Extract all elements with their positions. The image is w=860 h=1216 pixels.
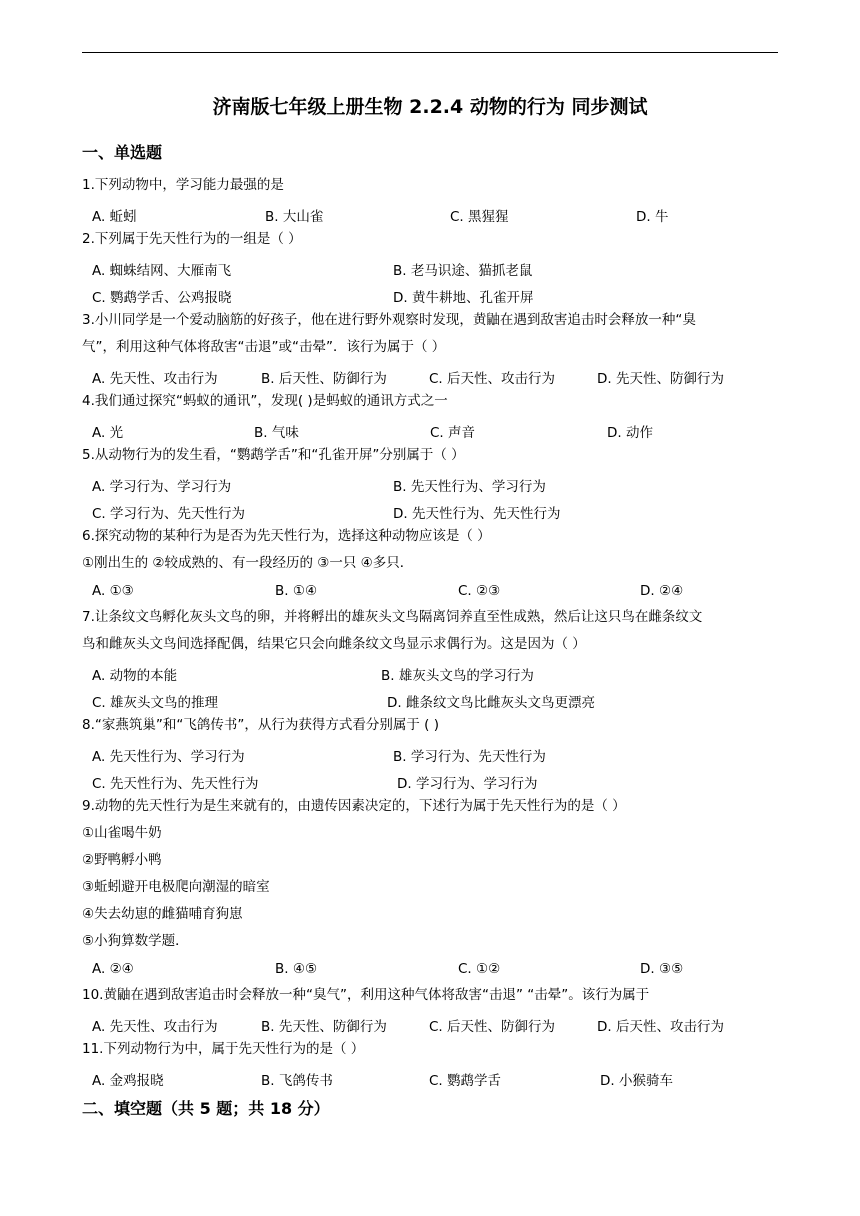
q10-option-b: B. 先天性、防御行为 xyxy=(261,1019,387,1035)
q3-option-c: C. 后天性、攻击行为 xyxy=(429,371,556,387)
question-1-stem: 1.下列动物中，学习能力最强的是 xyxy=(82,177,284,193)
question-8-stem: 8.“家燕筑巢”和“飞鸽传书”，从行为获得方式看分别属于 ( ) xyxy=(82,717,439,733)
q6-option-b: B. ①④ xyxy=(275,583,318,599)
q11-option-b: B. 飞鸽传书 xyxy=(261,1073,333,1089)
q2-option-b: B. 老马识途、猫抓老鼠 xyxy=(393,263,533,279)
q6-option-a: A. ①③ xyxy=(92,583,134,599)
q3-option-a: A. 先天性、攻击行为 xyxy=(92,371,218,387)
q11-option-c: C. 鹦鹉学舌 xyxy=(429,1073,502,1089)
question-4-stem: 4.我们通过探究“蚂蚁的通讯”，发现( )是蚂蚁的通讯方式之一 xyxy=(82,393,448,409)
q11-option-d: D. 小猴骑车 xyxy=(600,1073,673,1089)
q9-option-b: B. ④⑤ xyxy=(275,961,318,977)
question-9-item-5: ⑤小狗算数学题． xyxy=(82,933,189,949)
q5-option-d: D. 先天性行为、先天性行为 xyxy=(393,506,561,522)
q10-option-c: C. 后天性、防御行为 xyxy=(429,1019,556,1035)
question-9-stem: 9.动物的先天性行为是生来就有的，由遗传因素决定的，下述行为属于先天性行为的是（ ） xyxy=(82,798,626,814)
question-9-item-4: ④失去幼崽的雌猫哺育狗崽 xyxy=(82,906,243,922)
q10-option-a: A. 先天性、攻击行为 xyxy=(92,1019,218,1035)
q1-option-a: A. 蚯蚓 xyxy=(92,209,137,225)
question-9-item-2: ②野鸭孵小鸭 xyxy=(82,852,162,868)
q4-option-b: B. 气味 xyxy=(254,425,299,441)
header-rule xyxy=(82,52,778,53)
section-heading-fill-in: 二、填空题（共 5 题；共 18 分） xyxy=(82,1099,330,1118)
q4-option-d: D. 动作 xyxy=(607,425,653,441)
q4-option-a: A. 光 xyxy=(92,425,124,441)
question-11-stem: 11.下列动物行为中，属于先天性行为的是（ ） xyxy=(82,1041,365,1057)
question-10-stem: 10.黄鼬在遇到敌害追击时会释放一种“臭气”，利用这种气体将敌害“击退” “击晕”。该行为属于 xyxy=(82,987,650,1003)
question-6-stem: 6.探究动物的某种行为是否为先天性行为，选择这种动物应该是（ ） xyxy=(82,528,491,544)
q2-option-a: A. 蜘蛛结网、大雁南飞 xyxy=(92,263,232,279)
q9-option-a: A. ②④ xyxy=(92,961,134,977)
question-9-item-1: ①山雀喝牛奶 xyxy=(82,825,162,841)
q8-option-b: B. 学习行为、先天性行为 xyxy=(393,749,546,765)
q6-option-c: C. ②③ xyxy=(458,583,501,599)
q5-option-b: B. 先天性行为、学习行为 xyxy=(393,479,546,495)
question-3-stem-line-1: 3.小川同学是一个爱动脑筋的好孩子，他在进行野外观察时发现，黄鼬在遇到敌害追击时会释放一种“臭 xyxy=(82,312,696,328)
question-9-item-3: ③蚯蚓避开电极爬向潮湿的暗室 xyxy=(82,879,270,895)
question-7-stem-line-2: 鸟和雌灰头文鸟间选择配偶，结果它只会向雌条纹文鸟显示求偶行为。这是因为（ ） xyxy=(82,636,586,652)
q11-option-a: A. 金鸡报晓 xyxy=(92,1073,164,1089)
question-6-items: ①刚出生的 ②较成熟的、有一段经历的 ③一只 ④多只． xyxy=(82,555,414,571)
question-5-stem: 5.从动物行为的发生看，“鹦鹉学舌”和“孔雀开屏”分别属于（ ） xyxy=(82,447,465,463)
q7-option-c: C. 雄灰头文鸟的推理 xyxy=(92,695,219,711)
q2-option-d: D. 黄牛耕地、孔雀开屏 xyxy=(393,290,534,306)
q9-option-c: C. ①② xyxy=(458,961,501,977)
question-7-stem-line-1: 7.让条纹文鸟孵化灰头文鸟的卵，并将孵出的雄灰头文鸟隔离饲养直至性成熟，然后让这只鸟在雌条纹文 xyxy=(82,609,703,625)
q3-option-b: B. 后天性、防御行为 xyxy=(261,371,387,387)
q1-option-b: B. 大山雀 xyxy=(265,209,324,225)
q5-option-c: C. 学习行为、先天性行为 xyxy=(92,506,246,522)
section-heading-single-choice: 一、单选题 xyxy=(82,143,163,162)
q9-option-d: D. ③⑤ xyxy=(640,961,684,977)
document-title: 济南版七年级上册生物 2.2.4 动物的行为 同步测试 xyxy=(212,96,648,118)
q8-option-c: C. 先天性行为、先天性行为 xyxy=(92,776,259,792)
q8-option-a: A. 先天性行为、学习行为 xyxy=(92,749,245,765)
q3-option-d: D. 先天性、防御行为 xyxy=(597,371,724,387)
q10-option-d: D. 后天性、攻击行为 xyxy=(597,1019,724,1035)
q6-option-d: D. ②④ xyxy=(640,583,684,599)
q8-option-d: D. 学习行为、学习行为 xyxy=(397,776,538,792)
q5-option-a: A. 学习行为、学习行为 xyxy=(92,479,232,495)
q2-option-c: C. 鹦鹉学舌、公鸡报晓 xyxy=(92,290,232,306)
q4-option-c: C. 声音 xyxy=(430,425,476,441)
q1-option-d: D. 牛 xyxy=(636,209,669,225)
q1-option-c: C. 黑猩猩 xyxy=(450,209,509,225)
q7-option-d: D. 雌条纹文鸟比雌灰头文鸟更漂亮 xyxy=(387,695,595,711)
question-2-stem: 2.下列属于先天性行为的一组是（ ） xyxy=(82,231,302,247)
question-3-stem-line-2: 气”，利用这种气体将敌害“击退”或“击晕”．该行为属于（ ） xyxy=(82,339,446,355)
q7-option-b: B. 雄灰头文鸟的学习行为 xyxy=(381,668,534,684)
q7-option-a: A. 动物的本能 xyxy=(92,668,178,684)
